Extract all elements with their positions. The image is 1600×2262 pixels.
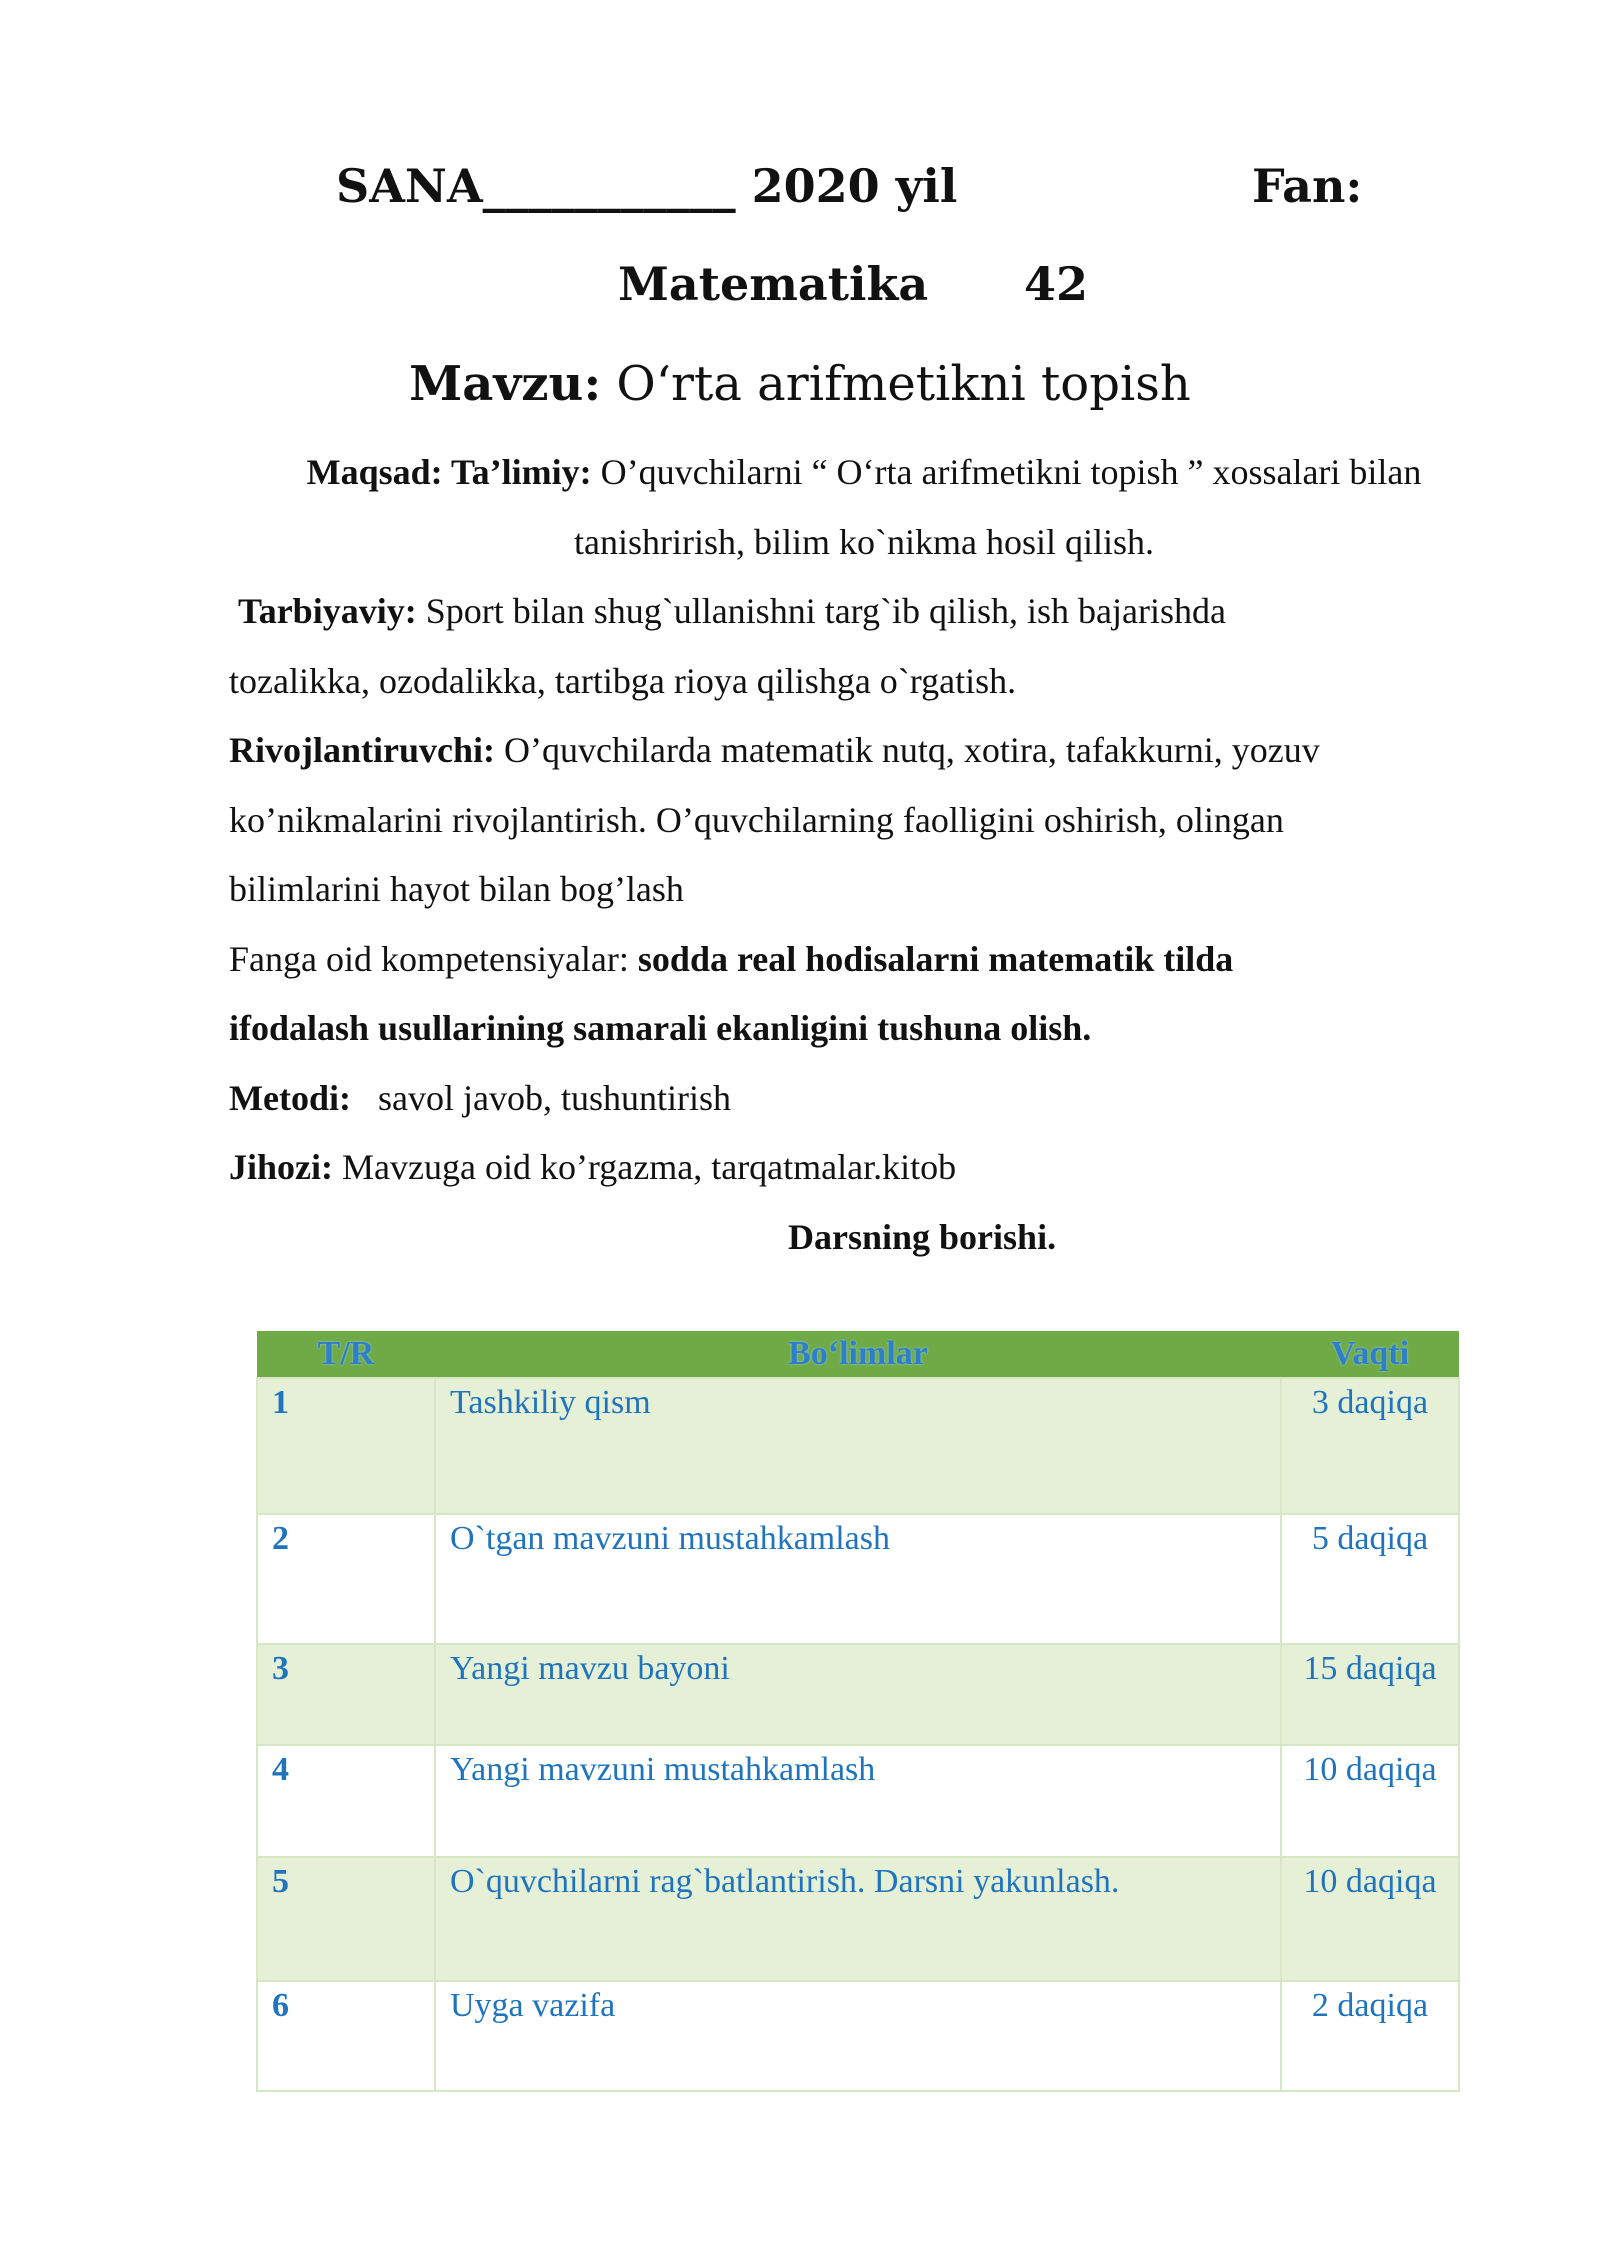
goal-developmental-cont-1 — [229, 786, 1499, 856]
subject-name: Matematika — [618, 257, 929, 311]
table-row — [257, 1378, 1459, 1514]
goal-educational-text-2: tanishrirish, bilim ko`nikma hosil qilish. — [574, 521, 1154, 562]
lesson-plan-table — [256, 1331, 1460, 2092]
goal-developmental-text-2: ko’nikmalarini rivojlantirish. O’quvchilarning faolligini oshirish, olingan — [229, 799, 1284, 840]
table-row — [257, 1644, 1459, 1745]
row-time: 5 daqiqa — [1281, 1514, 1459, 1644]
equipment-label: Jihozi: — [229, 1147, 333, 1187]
goal-educational-cont — [229, 508, 1499, 578]
method-text: savol javob, tushuntirish — [350, 1077, 731, 1118]
row-time: 15 daqiqa — [1281, 1644, 1459, 1745]
goal-upbringing-text-2: tozalikka, ozodalikka, tartibga rioya qilishga o`rgatish. — [229, 660, 1017, 701]
goal-developmental-label: Rivojlantiruvchi: — [229, 730, 495, 770]
table-row — [257, 1857, 1459, 1981]
column-header-sections: Bo‘limlar — [435, 1331, 1281, 1378]
row-number: 3 — [257, 1644, 435, 1745]
topic-label: Mavzu: — [409, 356, 602, 412]
row-time: 3 daqiqa — [1281, 1378, 1459, 1514]
goal-developmental-text-1: O’quvchilarda matematik nutq, xotira, tafakkurni, yozuv — [495, 730, 1320, 770]
goal-upbringing-text-1: Sport bilan shug`ullanishni targ`ib qilish, ish bajarishda — [416, 591, 1226, 631]
row-number: 4 — [257, 1745, 435, 1857]
goal-developmental-cont-2 — [229, 855, 1499, 925]
table-row — [257, 1981, 1459, 2091]
lesson-number: 42 — [1024, 257, 1089, 311]
column-header-time: Vaqti — [1281, 1331, 1459, 1378]
row-time: 10 daqiqa — [1281, 1745, 1459, 1857]
competencies-text-2: ifodalash usullarining samarali ekanligini tushuna olish. — [229, 1008, 1092, 1048]
row-number: 2 — [257, 1514, 435, 1644]
method — [229, 1064, 1499, 1134]
row-number: 1 — [257, 1378, 435, 1514]
header-subject-line — [0, 252, 1600, 316]
goal-developmental — [229, 716, 1499, 786]
competencies — [229, 925, 1499, 995]
goal-educational-label: Maqsad: Ta’limiy: — [306, 452, 592, 492]
date-field: SANA___________ 2020 yil — [336, 159, 958, 213]
row-time: 10 daqiqa — [1281, 1857, 1459, 1981]
goal-developmental-text-3: bilimlarini hayot bilan bog’lash — [229, 869, 684, 909]
table-row — [257, 1745, 1459, 1857]
topic-text: O‘rta arifmetikni topish — [601, 356, 1191, 412]
lesson-goals — [229, 438, 1499, 1203]
competencies-label: Fanga oid kompetensiyalar: — [229, 938, 638, 979]
header-date-line — [0, 154, 1600, 218]
goal-upbringing-label: Tarbiyaviy: — [238, 591, 417, 631]
lesson-topic — [0, 348, 1600, 420]
row-section: O`quvchilarni rag`batlantirish. Darsni yakunlash. — [435, 1857, 1281, 1981]
goal-educational-text-1: O’quvchilarni “ O‘rta arifmetikni topish ” xossalari bilan — [591, 452, 1422, 492]
row-section: Uyga vazifa — [435, 1981, 1281, 2091]
goal-educational — [229, 438, 1499, 508]
equipment — [229, 1133, 1499, 1203]
row-section: Yangi mavzuni mustahkamlash — [435, 1745, 1281, 1857]
column-header-number: T/R — [257, 1331, 435, 1378]
lesson-progress-heading: Darsning borishi. — [788, 1217, 1057, 1257]
method-label: Metodi: — [229, 1077, 351, 1118]
row-time: 2 daqiqa — [1281, 1981, 1459, 2091]
row-number: 5 — [257, 1857, 435, 1981]
equipment-text: Mavzuga oid ko’rgazma, tarqatmalar.kitob — [333, 1147, 957, 1187]
goal-upbringing — [229, 577, 1499, 647]
competencies-text-1: sodda real hodisalarni matematik tilda — [637, 938, 1234, 979]
subject-label: Fan: — [1252, 159, 1363, 213]
row-section: Yangi mavzu bayoni — [435, 1644, 1281, 1745]
row-section: Tashkiliy qism — [435, 1378, 1281, 1514]
row-section: O`tgan mavzuni mustahkamlash — [435, 1514, 1281, 1644]
competencies-cont — [229, 994, 1499, 1064]
row-number: 6 — [257, 1981, 435, 2091]
table-header-row — [257, 1331, 1459, 1378]
goal-upbringing-cont — [229, 647, 1499, 717]
table-row — [257, 1514, 1459, 1644]
